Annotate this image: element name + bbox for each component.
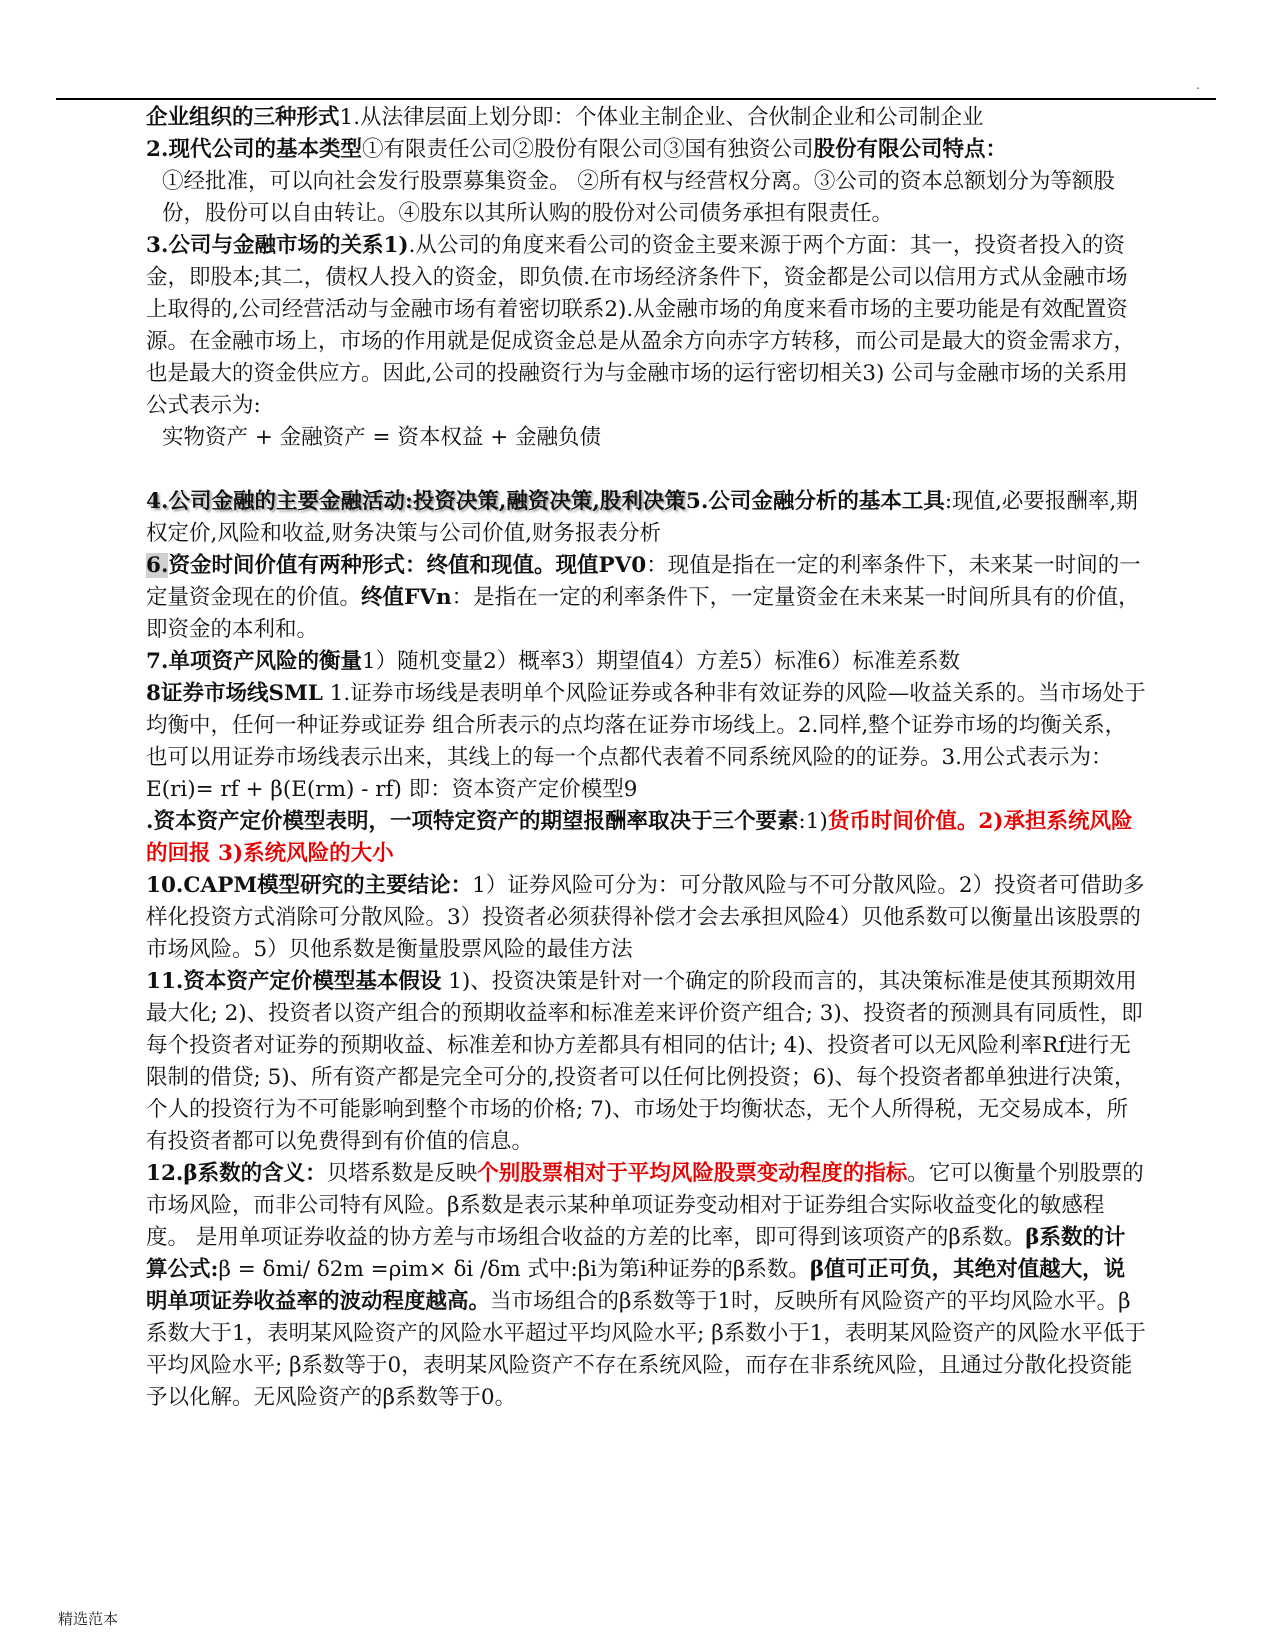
- p9-red: 货币时间价值。2)承担系统风险的回报 3)系统风险的大小: [146, 809, 1133, 866]
- p6-text: ：现值是指在一定的利率条件下，未来某一时间的一定量资金现在的价值。: [146, 553, 1141, 610]
- blank-line: [146, 454, 1146, 486]
- paragraph-8: [146, 678, 1146, 806]
- p11-title: 11.资本资产定价模型基本假设: [146, 969, 442, 994]
- paragraph-12: [146, 1158, 1146, 1414]
- paragraph-10: [146, 870, 1146, 966]
- p9-title: .资本资产定价模型表明，一项特定资产的期望报酬率取决于三个要素: [146, 809, 799, 834]
- paragraph-11: [146, 966, 1146, 1158]
- paragraph-1: [146, 102, 1146, 134]
- paragraph-9: [146, 806, 1146, 870]
- paragraph-6: [146, 550, 1146, 646]
- p7-title: 7.单项资产风险的衡量: [146, 649, 362, 674]
- p3-title: 3.公司与金融市场的关系1): [146, 233, 409, 258]
- p12-title2: β系数的计算公式:: [146, 1225, 1126, 1282]
- p12-text4: 当市场组合的β系数等于1时，反映所有风险资产的平均风险水平。β系数大于1，表明某风险资产的风险水平超过平均风险水平; β系数小于1，表明某风险资产的风险水平低于平均风险水平; β系数等于0，表明某风险资产不存在系统风险，而存在非系统风险，且通过分散化投资能予以化解。无风险资产的β系数等于0。: [146, 1289, 1146, 1410]
- header-dot: .: [1196, 78, 1200, 92]
- p6-text2: ：是指在一定的利率条件下，一定量资金在未来某一时间所具有的价值，即资金的本利和。: [146, 585, 1140, 642]
- p1-text: 1.从法律层面上划分即：个体业主制企业、合伙制企业和公司制企业: [339, 105, 984, 130]
- p8-text: 1.证券市场线是表明单个风险证券或各种非有效证券的风险—收益关系的。当市场处于均衡中，任何一种证券或证券 组合所表示的点均落在证券市场线上。2.同样,整个证券市场的均衡关系，也可以用证券市场线表示出来，其线上的每一个点都代表着不同系统风险的的证券。3.用公式表示为：E(ri)= rf + β(E(rm) - rf) 即：资本资产定价模型9: [146, 681, 1146, 802]
- document-body: [146, 102, 1146, 1414]
- p2-text1: ①有限责任公司②股份有限公司③国有独资公司: [361, 137, 814, 162]
- p6-title2: 终值FVn: [361, 585, 452, 610]
- p12-text1: 贝塔系数是反映: [326, 1161, 478, 1186]
- paragraph-7: [146, 646, 1146, 678]
- p1-title: 企业组织的三种形式: [146, 105, 340, 130]
- p4-title: 4.公司金融的主要金融活动:: [146, 489, 413, 514]
- p10-text: 1）证券风险可分为：可分散风险与不可分散风险。2）投资者可借助多样化投资方式消除可分散风险。3）投资者必须获得补偿才会去承担风险4）贝他系数可以衡量出该股票的市场风险。5）贝他系数是衡量股票风险的最佳方法: [146, 873, 1145, 962]
- p2-text2: ①经批准，可以向社会发行股票募集资金。 ②所有权与经营权分离。③公司的资本总额划分为等额股份，股份可以自由转让。④股东以其所认购的股份对公司债务承担有限责任。: [162, 169, 1115, 226]
- p12-text2: 。它可以衡量个别股票的市场风险，而非公司特有风险。β系数是表示某种单项证券变动相对于证券组合实际收益变化的敏感程度。 是用单项证券收益的协方差与市场组合收益的方差的比率，即可得到该项资产的β系数。: [146, 1161, 1144, 1250]
- p5-title: 5.公司金融分析的基本工具: [685, 489, 945, 514]
- p8-title: 8证券市场线SML: [146, 681, 323, 706]
- paragraph-4: [146, 486, 1146, 550]
- p12-title3: β值可正可负，其绝对值越大，说明单项证券收益率的波动程度越高。: [146, 1257, 1126, 1314]
- p11-text: 1)、投资决策是针对一个确定的阶段而言的，其决策标准是使其预期效用最大化; 2)、投资者以资产组合的预期收益率和标准差来评价资产组合; 3)、投资者的预测具有同质性，即每个投资者对证券的预期收益、标准差和协方差都具有相同的估计; 4)、投资者可以无风险利率Rf进行无限制的借贷; 5)、所有资产都是完全可分的,投资者可以任何比例投资；6)、每个投资者都单独进行决策，个人的投资行为不可能影响到整个市场的价格; 7)、市场处于均衡状态，无个人所得税，无交易成本，所有投资者都可以免费得到有价值的信息。: [146, 969, 1143, 1154]
- p4-text: 投资决策,融资决策,股利决策: [412, 489, 686, 514]
- header-rule: [56, 98, 1216, 100]
- p10-title: 10.CAPM模型研究的主要结论：: [146, 873, 473, 898]
- footer-text: 精选范本: [58, 1610, 119, 1628]
- p5-text: :现值,必要报酬率,期权定价,风险和收益,财务决策与公司价值,财务报表分析: [146, 489, 1138, 546]
- p6-num: 6.: [146, 553, 169, 578]
- paragraph-3: [146, 230, 1146, 454]
- p7-text: 1）随机变量2）概率3）期望值4）方差5）标准6）标准差系数: [361, 649, 961, 674]
- p2-title: 2.现代公司的基本类型: [146, 137, 362, 162]
- p6-title: 资金时间价值有两种形式：终值和现值。现值PV0: [168, 553, 647, 578]
- p12-text3: β = δmi/ δ2m =ρim× δi /δm 式中:βi为第i种证券的β系数。: [218, 1257, 810, 1282]
- paragraph-2: [146, 134, 1146, 230]
- p2-title2: 股份有限公司特点：: [813, 137, 1007, 162]
- p3-text: .从公司的角度来看公司的资金主要来源于两个方面：其一，投资者投入的资金，即股本;其二，债权人投入的资金，即负债.在市场经济条件下，资金都是公司以信用方式从金融市场上取得的,公司经营活动与金融市场有着密切联系2).从金融市场的角度来看市场的主要功能是有效配置资源。在金融市场上，市场的作用就是促成资金总是从盈余方向赤字方转移，而公司是最大的资金需求方，也是最大的资金供应方。因此,公司的投融资行为与金融市场的运行密切相关3) 公司与金融市场的关系用公式表示为:: [146, 233, 1136, 418]
- p3-formula: 实物资产 + 金融资产 = 资本权益 + 金融负债: [162, 425, 602, 450]
- p12-red: 个别股票相对于平均风险股票变动程度的指标: [477, 1161, 908, 1186]
- p9-text: :1): [798, 809, 828, 834]
- p12-title: 12.β系数的含义：: [146, 1161, 327, 1186]
